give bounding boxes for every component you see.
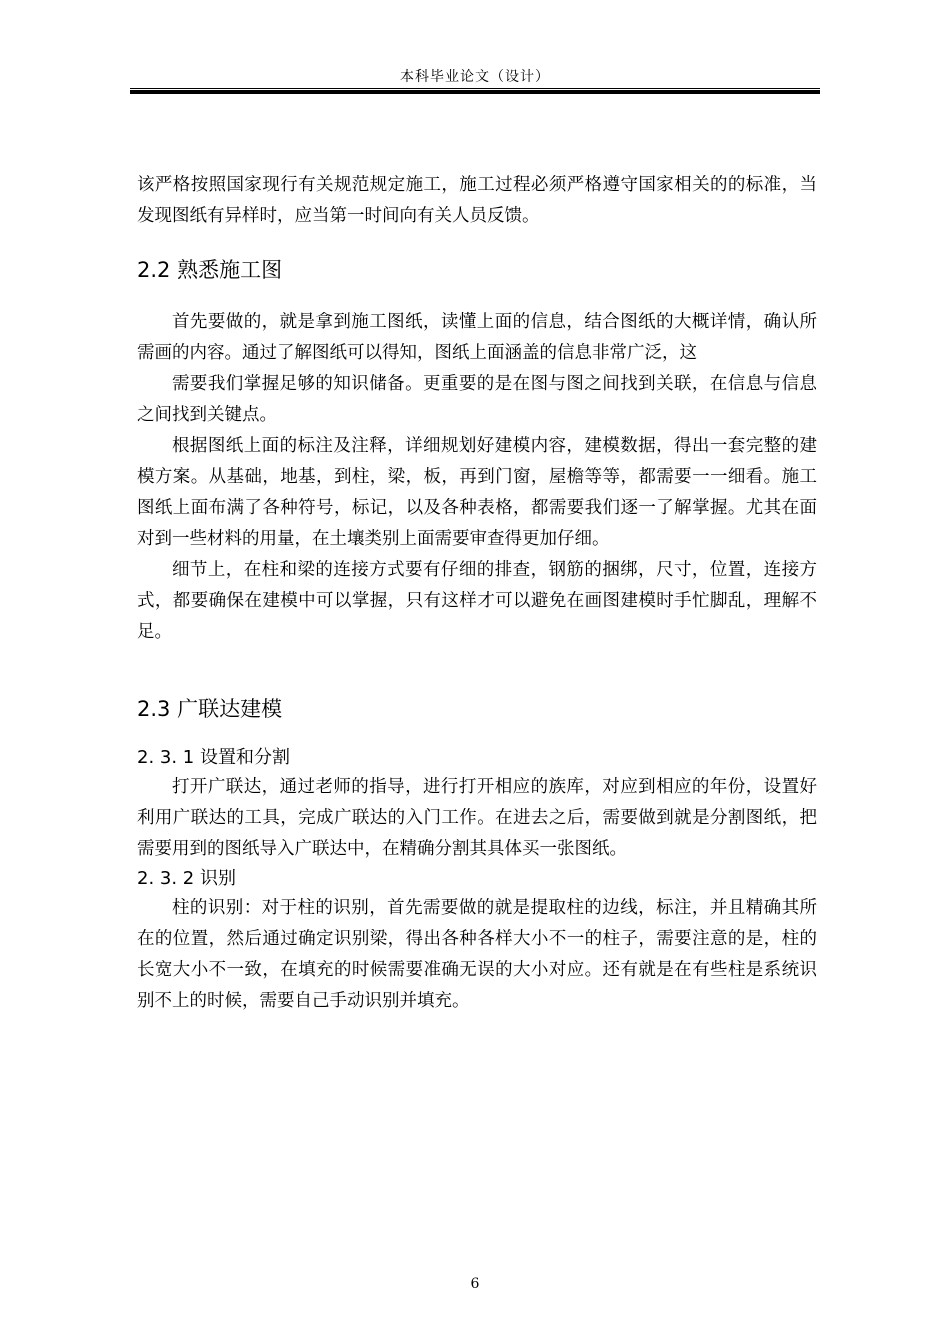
header-title: 本科毕业论文（设计） xyxy=(400,69,550,85)
section-2-3-1-heading: 2. 3. 1 设置和分割 xyxy=(137,747,290,768)
section-2-2-heading: 2.2 熟悉施工图 xyxy=(137,258,283,282)
header-rule-thick xyxy=(130,90,820,94)
section-2-2-paragraph-1a: 首先要做的，就是拿到施工图纸，读懂上面的信息，结合图纸的大概详情，确认所需画的内容。通过了解图纸可以得知，图纸上面涵盖的信息非常广泛，这 xyxy=(137,312,817,363)
header-rule-thin xyxy=(130,88,820,89)
page-body xyxy=(137,170,817,1017)
page-number: 6 xyxy=(470,1276,480,1292)
section-2-3-heading: 2.3 广联达建模 xyxy=(137,697,283,721)
section-2-2-paragraph-2: 根据图纸上面的标注及注释，详细规划好建模内容，建模数据，得出一套完整的建模方案。从基础，地基，到柱，梁，板，再到门窗，屋檐等等，都需要一一细看。施工图纸上面布满了各种符号，标记，以及各种表格，都需要我们逐一了解掌握。尤其在面对到一些材料的用量，在土壤类别上面需要审查得更加仔细。 xyxy=(137,436,817,549)
intro-paragraph: 该严格按照国家现行有关规范规定施工，施工过程必须严格遵守国家相关的的标准，当发现图纸有异样时，应当第一时间向有关人员反馈。 xyxy=(137,175,817,226)
section-2-3-1-paragraph: 打开广联达，通过老师的指导，进行打开相应的族库，对应到相应的年份，设置好利用广联达的工具，完成广联达的入门工作。在进去之后，需要做到就是分割图纸，把需要用到的图纸导入广联达中，在精确分割其具体买一张图纸。 xyxy=(137,777,817,859)
section-2-3-2-paragraph: 柱的识别：对于柱的识别，首先需要做的就是提取柱的边线，标注，并且精确其所在的位置，然后通过确定识别梁，得出各种各样大小不一的柱子，需要注意的是，柱的长宽大小不一致，在填充的时候需要准确无误的大小对应。还有就是在有些柱是系统识别不上的时候，需要自己手动识别并填充。 xyxy=(137,898,817,1011)
section-2-2-paragraph-3: 细节上，在柱和梁的连接方式要有仔细的排查，钢筋的捆绑，尺寸，位置，连接方式，都要确保在建模中可以掌握，只有这样才可以避免在画图建模时手忙脚乱，理解不足。 xyxy=(137,560,817,642)
section-2-3-2-heading: 2. 3. 2 识别 xyxy=(137,868,236,889)
section-2-2-paragraph-1b: 需要我们掌握足够的知识储备。更重要的是在图与图之间找到关联，在信息与信息之间找到关键点。 xyxy=(137,374,817,425)
